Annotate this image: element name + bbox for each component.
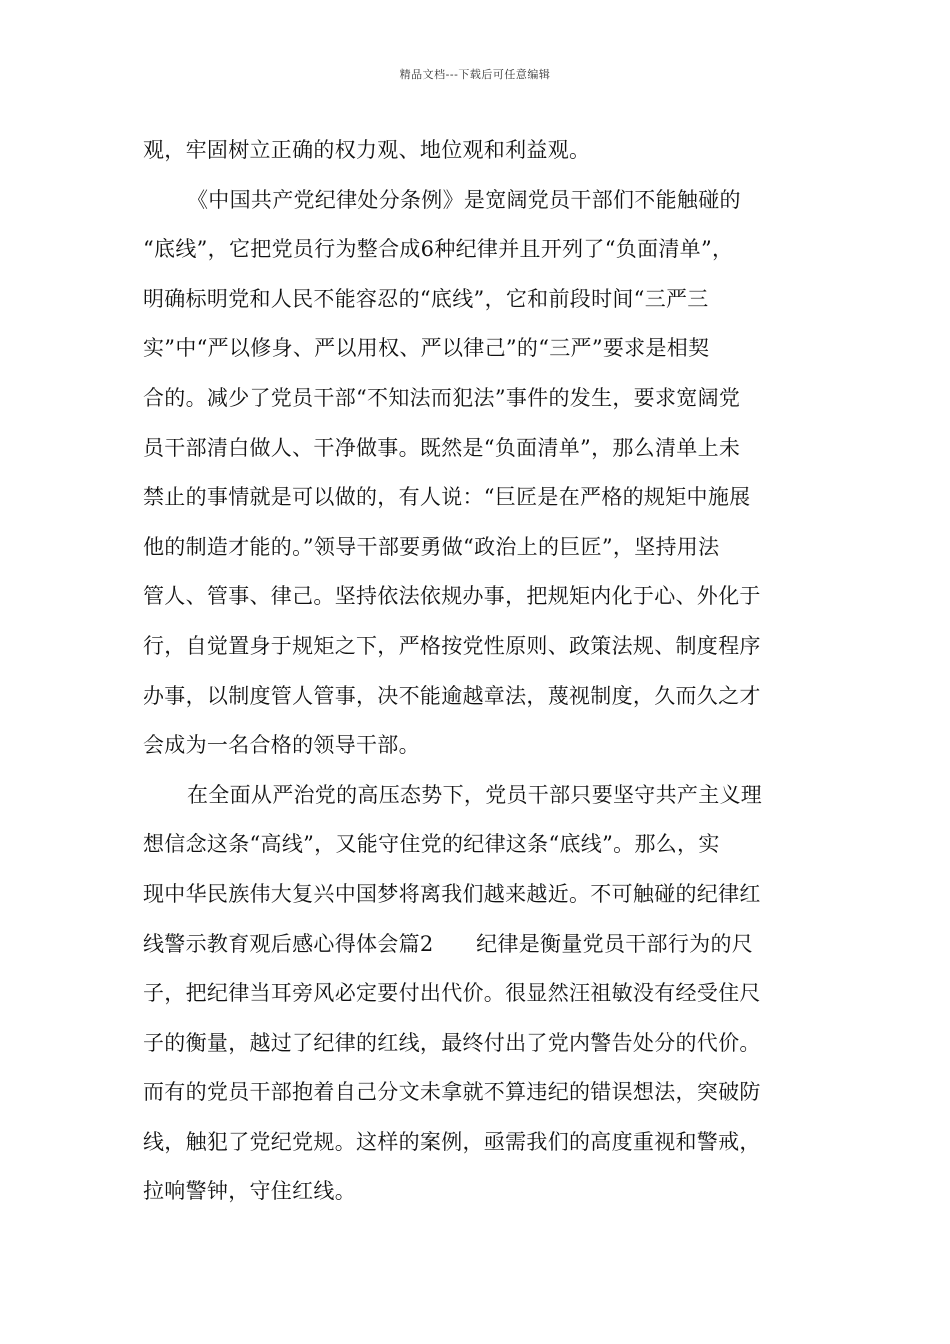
text-line: 员干部清白做人、干净做事。既然是“负面清单”，那么清单上未 — [143, 435, 741, 460]
text-line: 实”中“严以修身、严以用权、严以律己”的“三严”要求是相契 — [143, 336, 710, 361]
text-line: 线警示教育观后感心得体会篇2 纪律是衡量党员干部行为的尺 — [143, 931, 754, 956]
text-line: 会成为一名合格的领导干部。 — [143, 733, 420, 758]
text-line: 《中国共产党纪律处分条例》是宽阔党员干部们不能触碰的 — [187, 187, 741, 212]
text-line: 禁止的事情就是可以做的，有人说：“巨匠是在严格的规矩中施展 — [143, 485, 751, 510]
text-line: 办事，以制度管人管事，决不能逾越章法，蔑视制度，久而久之才 — [143, 683, 761, 708]
text-line: 想信念这条“高线”，又能守住党的纪律这条“底线”。那么，实 — [143, 832, 720, 857]
text-line: 管人、管事、律己。坚持依法依规办事，把规矩内化于心、外化于 — [143, 584, 761, 609]
text-line: 子，把纪律当耳旁风必定要付出代价。很显然汪祖敏没有经受住尺 — [143, 981, 761, 1006]
page-header: 精品文档---下载后可任意编辑 — [399, 68, 551, 81]
text-line: “底线”，它把党员行为整合成6种纪律并且开列了“负面清单”， — [143, 237, 734, 262]
text-line: 子的衡量，越过了纪律的红线，最终付出了党内警告处分的代价。 — [143, 1030, 761, 1055]
text-line: 线，触犯了党纪党规。这样的案例，亟需我们的高度重视和警戒， — [143, 1129, 761, 1154]
text-line: 观，牢固树立正确的权力观、地位观和利益观。 — [143, 138, 591, 162]
text-line: 现中华民族伟大复兴中国梦将离我们越来越近。不可触碰的纪律红 — [143, 881, 761, 906]
text-line: 行，自觉置身于规矩之下，严格按党性原则、政策法规、制度程序 — [143, 633, 761, 658]
text-line: 合的。减少了党员干部“不知法而犯法”事件的发生，要求宽阔党 — [143, 385, 741, 410]
text-line: 在全面从严治党的高压态势下，党员干部只要坚守共产主义理 — [187, 782, 763, 807]
text-line: 他的制造才能的。”领导干部要勇做“政治上的巨匠”，坚持用法 — [143, 534, 720, 559]
text-line: 拉响警钟，守住红线。 — [143, 1179, 356, 1204]
text-line: 明确标明党和人民不能容忍的“底线”，它和前段时间“三严三 — [143, 286, 709, 311]
document-body — [143, 126, 807, 1217]
text-line: 而有的党员干部抱着自己分文未拿就不算违纪的错误想法，突破防 — [143, 1080, 761, 1105]
